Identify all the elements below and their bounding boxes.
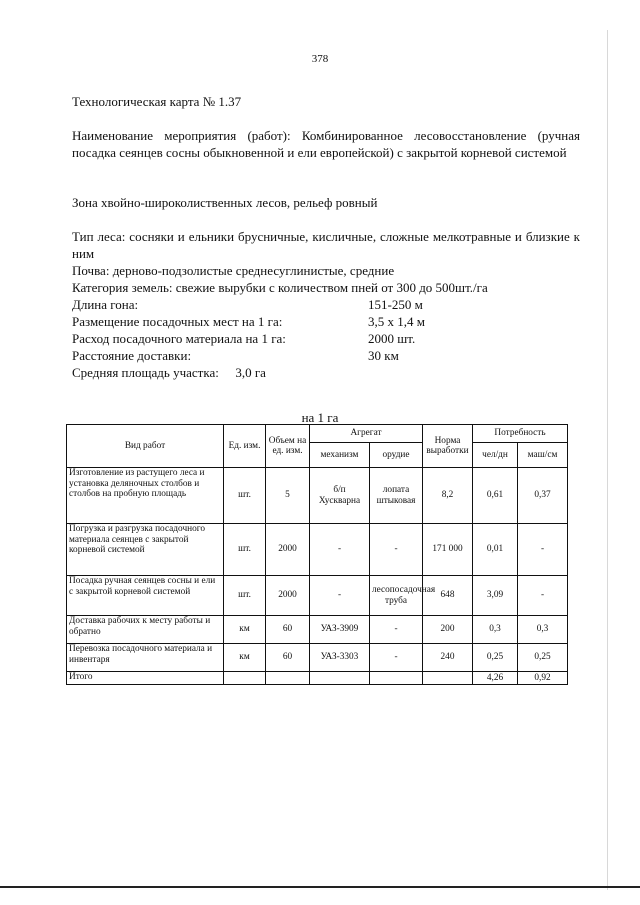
activity-name: Наименование мероприятия (работ): Комбинированное лесовосстановление (ручная посадка сеянцев сосны обыкновенной и ели европейской) с закрытой корневой системой	[72, 128, 580, 160]
cell-work: Погрузка и разгрузка посадочного материала сеянцев с закрытой корневой системой	[67, 524, 224, 576]
table-row	[67, 524, 568, 576]
table-row	[67, 576, 568, 616]
forest-zone: Зона хвойно-широколиственных лесов, рельеф ровный	[72, 195, 378, 210]
cell-machine: 0,25	[518, 644, 568, 672]
param-value: 3,5 х 1,4 м	[368, 314, 425, 329]
cell-volume: 5	[266, 468, 310, 524]
avg-area	[72, 364, 266, 381]
header-volume: Объем на ед. изм.	[266, 425, 310, 468]
cell-manday: 0,01	[473, 524, 518, 576]
cell-tool: -	[370, 616, 423, 644]
param-label: Расход посадочного материала на 1 га:	[72, 331, 286, 346]
cell-norm: 648	[423, 576, 473, 616]
header-manday: чел/дн	[473, 443, 518, 468]
cell-norm: 8,2	[423, 468, 473, 524]
works-table	[66, 424, 568, 685]
avg-area-value: 3,0 га	[235, 365, 266, 380]
card-title: Технологическая карта № 1.37	[72, 94, 242, 109]
cell-volume: 60	[266, 616, 310, 644]
cell-unit: шт.	[224, 468, 266, 524]
land-category: Категория земель: свежие вырубки с количеством пней от 300 до 500шт./га	[72, 280, 488, 295]
cell-unit: шт.	[224, 524, 266, 576]
cell-norm: 200	[423, 616, 473, 644]
param-label: Расстояние доставки:	[72, 348, 192, 363]
header-machine: маш/см	[518, 443, 568, 468]
table-row	[67, 468, 568, 524]
avg-area-label: Средняя площадь участка:	[72, 365, 219, 380]
header-aggregate: Агрегат	[310, 425, 423, 443]
cell-tool: лопата штыковая	[370, 468, 423, 524]
cell-norm: 240	[423, 644, 473, 672]
cell-manday: 3,09	[473, 576, 518, 616]
cell-work: Перевозка посадочного материала и инвентаря	[67, 644, 224, 672]
forest-type: Тип леса: сосняки и ельники брусничные, кисличные, сложные мелкотравные и близкие к ним	[72, 229, 580, 261]
cell-machine: -	[518, 524, 568, 576]
header-mechanism: механизм	[310, 443, 370, 468]
cell-manday: 0,3	[473, 616, 518, 644]
header-norm: Норма выработки	[423, 425, 473, 468]
param-label: Размещение посадочных мест на 1 га:	[72, 314, 283, 329]
table-caption: на 1 га	[301, 410, 339, 425]
header-unit: Ед. изм.	[224, 425, 266, 468]
cell-mechanism: УАЗ-3909	[310, 616, 370, 644]
scan-edge-line	[607, 30, 608, 890]
cell-machine: -	[518, 576, 568, 616]
cell-mechanism: -	[310, 524, 370, 576]
param-value: 151-250 м	[368, 297, 423, 312]
param-value: 30 км	[368, 348, 399, 363]
table-total-row	[67, 672, 568, 685]
cell-volume: 2000	[266, 524, 310, 576]
soil: Почва: дерново-подзолистые среднесуглинистые, средние	[72, 263, 395, 278]
param-value: 2000 шт.	[368, 331, 416, 346]
param-label: Длина гона:	[72, 297, 139, 312]
header-work: Вид работ	[67, 425, 224, 468]
cell-mechanism: б/п Хускварна	[310, 468, 370, 524]
scan-bottom-line	[0, 886, 640, 888]
cell-tool: -	[370, 644, 423, 672]
cell-work: Доставка рабочих к месту работы и обратно	[67, 616, 224, 644]
cell-mechanism: УАЗ-3303	[310, 644, 370, 672]
cell-unit: км	[224, 644, 266, 672]
header-tool: орудие	[370, 443, 423, 468]
total-machine: 0,92	[518, 672, 568, 685]
cell-manday: 0,61	[473, 468, 518, 524]
cell-tool: лесопосадочная труба	[370, 576, 423, 616]
cell-mechanism: -	[310, 576, 370, 616]
cell-tool: -	[370, 524, 423, 576]
cell-work: Посадка ручная сеянцев сосны и ели с закрытой корневой системой	[67, 576, 224, 616]
table-header-row	[67, 425, 568, 443]
cell-norm: 171 000	[423, 524, 473, 576]
page-number: 378	[311, 53, 329, 65]
table-row	[67, 644, 568, 672]
cell-machine: 0,37	[518, 468, 568, 524]
total-manday: 4,26	[473, 672, 518, 685]
cell-machine: 0,3	[518, 616, 568, 644]
table-row	[67, 616, 568, 644]
cell-volume: 2000	[266, 576, 310, 616]
total-label: Итого	[67, 672, 224, 685]
header-need: Потребность	[473, 425, 568, 443]
cell-work: Изготовление из растущего леса и установка деляночных столбов и столбов на пробную площадь	[67, 468, 224, 524]
cell-unit: шт.	[224, 576, 266, 616]
cell-volume: 60	[266, 644, 310, 672]
cell-manday: 0,25	[473, 644, 518, 672]
cell-unit: км	[224, 616, 266, 644]
